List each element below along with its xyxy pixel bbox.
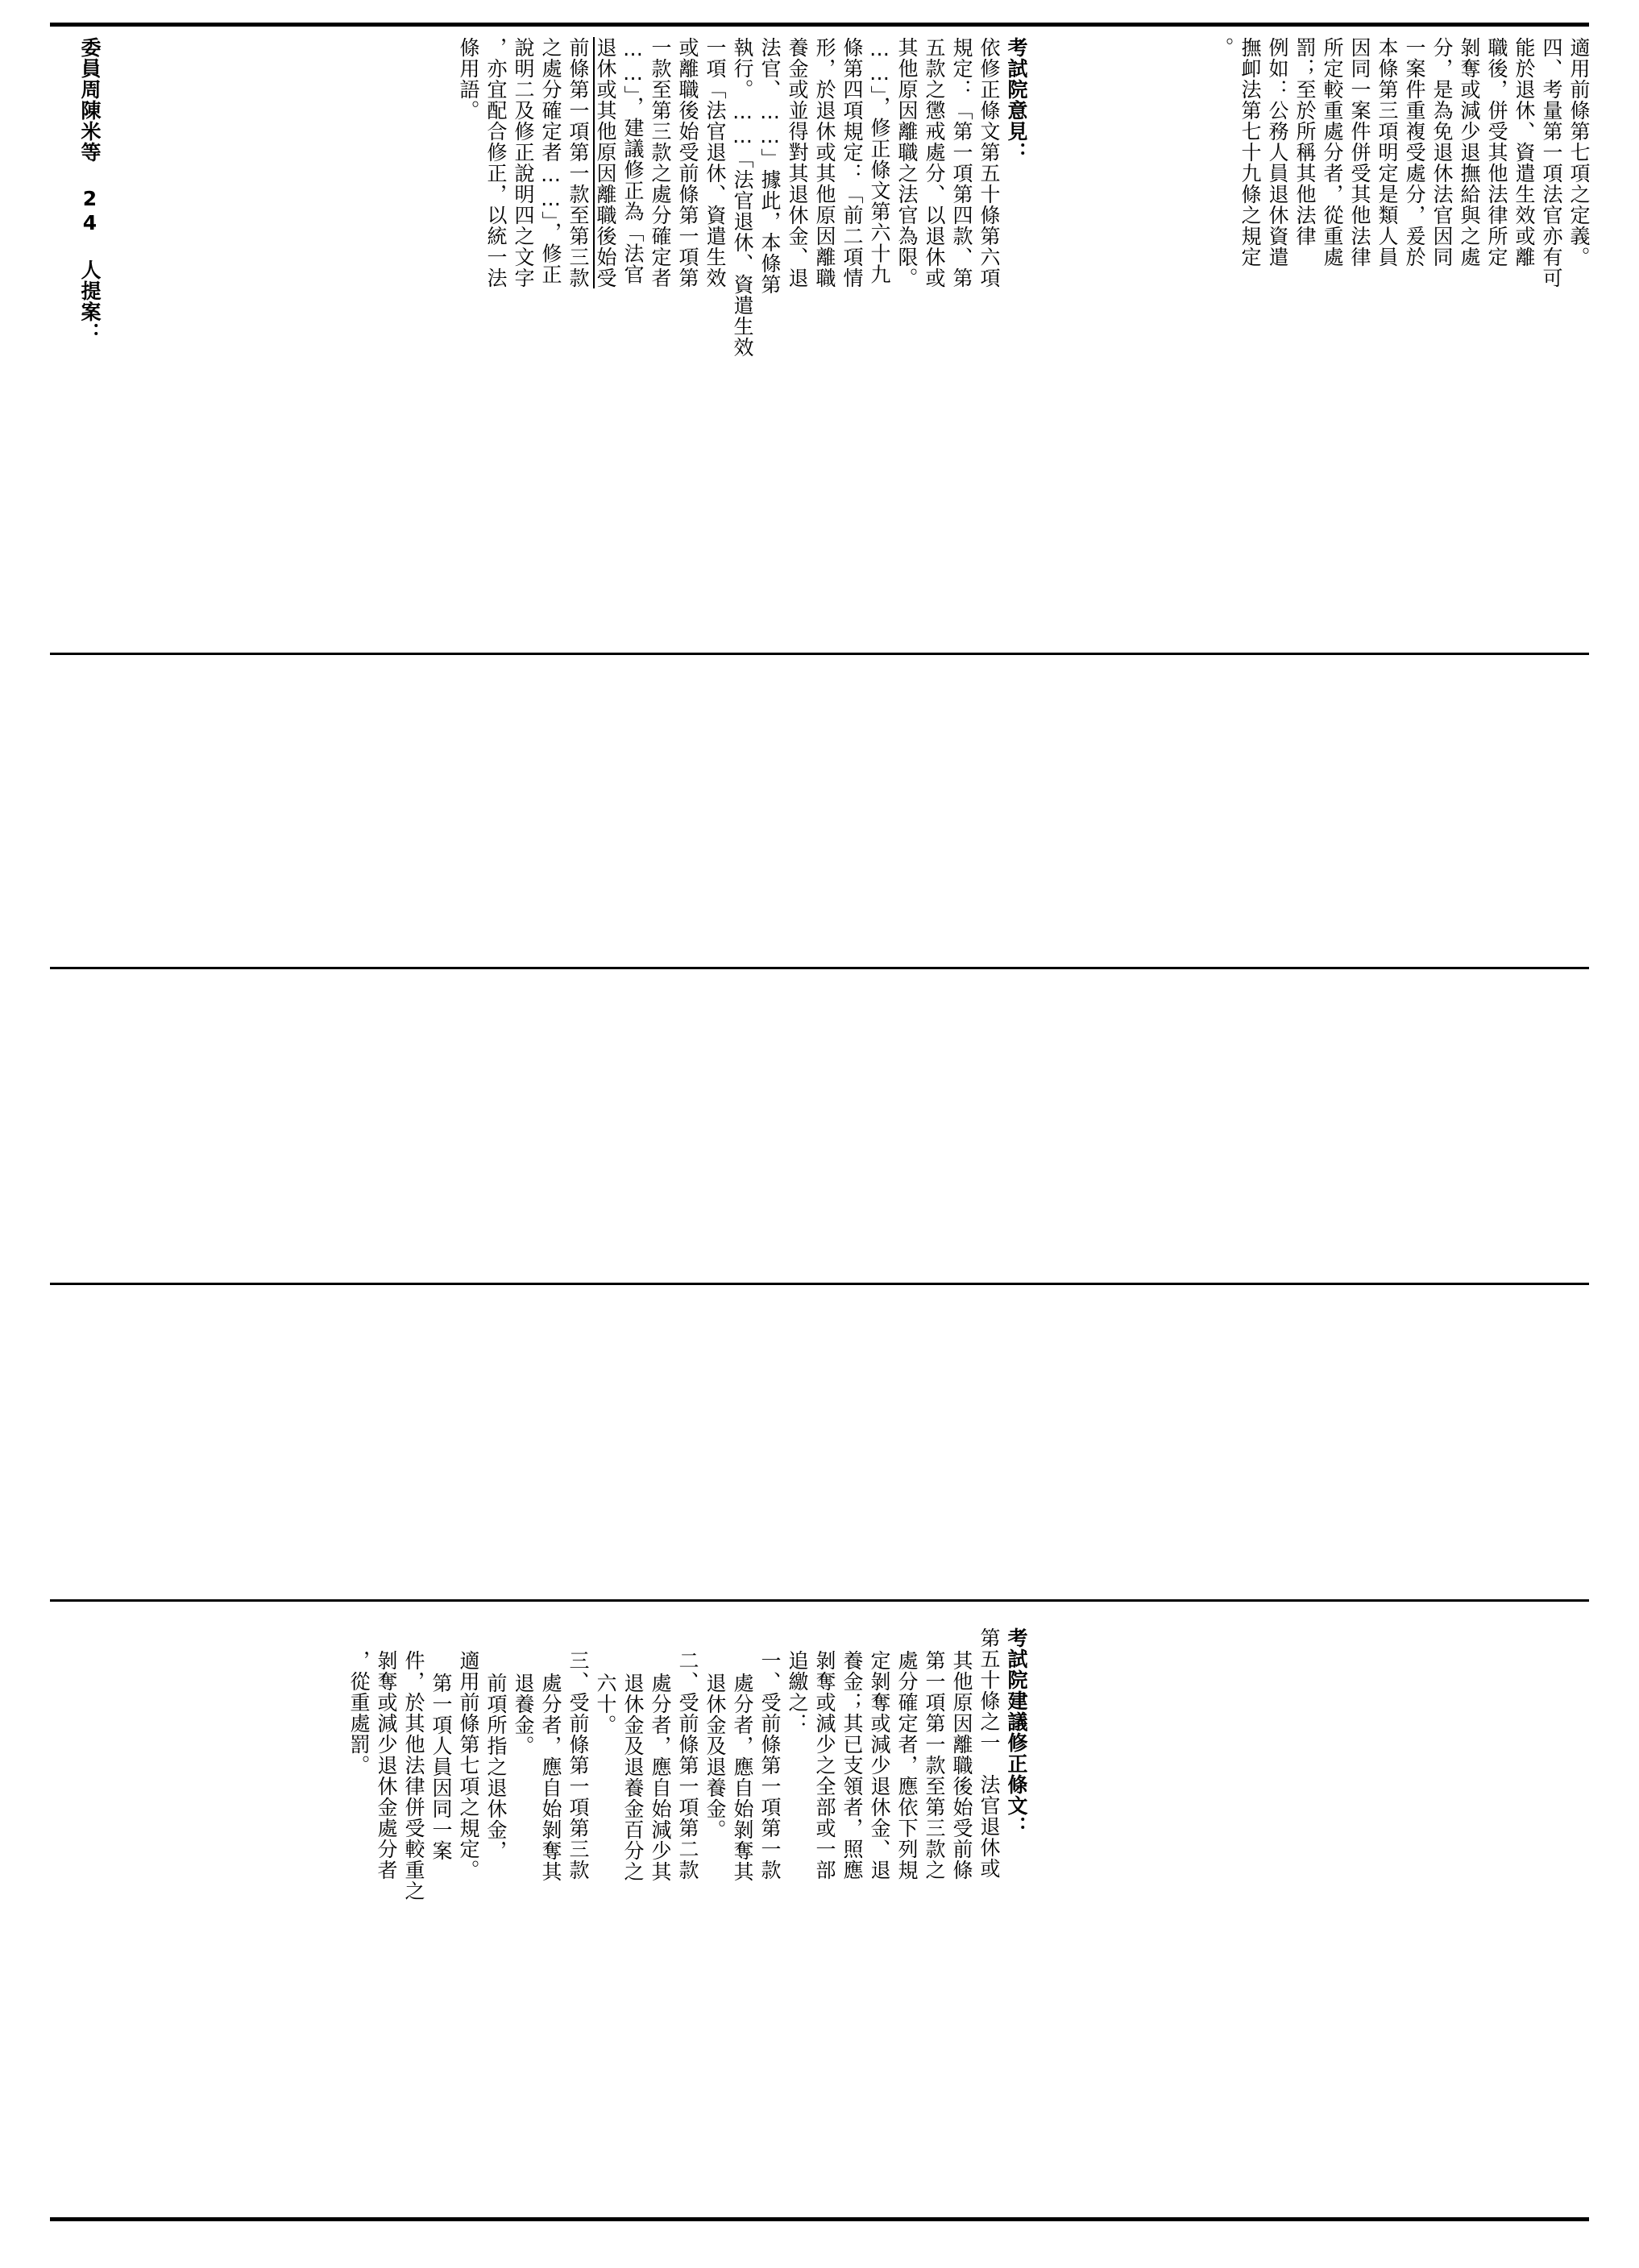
suggested-line: 第一項第一款至第三款之: [923, 1650, 946, 1880]
table-rule-top: [50, 23, 1589, 27]
exam-yuan-opinion-block: [451, 37, 1027, 358]
review-line: 。: [1211, 37, 1234, 58]
review-opinion-continuation: [1205, 37, 1589, 288]
suggested-line: 退休金及退養金。: [703, 1673, 727, 1840]
exam-yuan-opinion-line: 執行。……「法官退休、資遣生效: [731, 37, 754, 358]
review-line: 分，是為免退休法官因同: [1430, 37, 1454, 267]
suggested-line: 六十。: [594, 1673, 617, 1735]
suggested-line: 處分者，應自始減少其: [649, 1673, 672, 1882]
suggested-line: 養金；其已支領者，照應: [840, 1650, 864, 1880]
suggested-line: 適用前條第七項之規定。: [457, 1650, 480, 1880]
exam-yuan-suggested-text-block: [342, 1627, 1027, 1901]
suggested-line: 處分者，應自始剝奪其: [539, 1673, 562, 1882]
exam-yuan-opinion-line: 依修正條文第五十條第六項: [977, 37, 1001, 288]
suggested-line: ，從重處罰。: [347, 1650, 371, 1776]
review-line: 剝奪或減少退撫給與之處: [1458, 37, 1481, 267]
exam-yuan-opinion-heading: 考試院意見：: [1005, 37, 1028, 163]
suggested-line: 件，於其他法律併受較重之: [402, 1650, 425, 1901]
review-line: 能於退休、資遣生效或離: [1512, 37, 1536, 267]
review-line: 例如：公務人員退休資遣: [1266, 37, 1289, 267]
suggested-line: 其他原因離職後始受前條: [950, 1650, 973, 1880]
suggested-line: 二、受前條第一項第二款: [676, 1650, 699, 1880]
table-rule-2: [50, 967, 1589, 969]
exam-yuan-opinion-line: 規定：「第一項第四款、第: [950, 37, 973, 288]
exam-yuan-opinion-line: 條第四項規定：「前二項情: [840, 37, 864, 288]
exam-yuan-opinion-line: 或離職後始受前條第一項第: [676, 37, 699, 288]
exam-yuan-opinion-line: 五款之懲戒處分、以退休或: [923, 37, 946, 288]
suggested-line: 追繳之：: [786, 1650, 809, 1734]
exam-yuan-opinion-line: ，亦宜配合修正，以統一法: [484, 37, 508, 288]
table-rule-4: [50, 1599, 1589, 1602]
review-line: 因同一案件併受其他法律: [1348, 37, 1371, 267]
exam-yuan-opinion-line: 之處分確定者……」，修正: [539, 37, 562, 285]
suggested-line: 前項所指之退休金，: [484, 1673, 508, 1861]
suggested-line: 第一項人員因同一案: [429, 1673, 453, 1861]
committee-proposal-block: [73, 37, 100, 343]
exam-yuan-opinion-line: 其他原因離職之法官為限。: [895, 37, 919, 288]
exam-yuan-opinion-line: 形，於退休或其他原因離職: [813, 37, 836, 288]
review-line: 撫卹法第七十九條之規定: [1239, 37, 1262, 267]
committee-proposal-heading: 委員周陳米等 24 人提案：: [78, 37, 102, 343]
suggested-line: 三、受前條第一項第三款: [566, 1650, 590, 1880]
exam-yuan-opinion-line: 一項「法官退休、資遣生效: [703, 37, 727, 288]
suggested-line: 剝奪或減少退休金處分者: [375, 1650, 398, 1880]
suggested-line: 處分確定者，應依下列規: [895, 1650, 919, 1880]
table-rule-1: [50, 653, 1589, 655]
review-line: 四、考量第一項法官亦有可: [1540, 37, 1563, 288]
exam-yuan-opinion-line: ……」，建議修正為「法官: [621, 37, 645, 285]
exam-yuan-opinion-line: 說明二及修正說明四之文字: [512, 37, 535, 288]
review-line: 適用前條第七項之定義。: [1567, 37, 1591, 267]
exam-yuan-opinion-line: 前條第一項第一款至第三款: [566, 37, 590, 288]
exam-yuan-suggested-heading: 考試院建議修正條文：: [1005, 1627, 1028, 1837]
suggested-line: 一、受前條第一項第一款: [758, 1650, 782, 1880]
exam-yuan-opinion-line: ……」，修正條文第六十九: [868, 37, 891, 285]
review-line: 一案件重複受處分，爰於: [1403, 37, 1426, 267]
table-rule-bottom: [50, 2217, 1589, 2221]
exam-yuan-opinion-line: 條用語。: [457, 37, 480, 121]
exam-yuan-opinion-line: 法官、……」據此，本條第: [758, 37, 782, 295]
exam-yuan-opinion-line: 一款至第三款之處分確定者: [649, 37, 672, 288]
review-line: 所定較重處分者，從重處: [1321, 37, 1344, 267]
exam-yuan-opinion-line-emphasis: 退休或其他原因離職後始受: [594, 37, 617, 288]
review-line: 職後，併受其他法律所定: [1485, 37, 1508, 267]
exam-yuan-opinion-line: 養金或並得對其退休金、退: [786, 37, 809, 288]
review-line: 本條第三項明定是類人員: [1376, 37, 1399, 267]
suggested-line: 第五十條之一 法官退休或: [977, 1627, 1001, 1879]
suggested-line: 退休金及退養金百分之: [621, 1673, 645, 1882]
suggested-line: 處分者，應自始剝奪其: [731, 1673, 754, 1882]
suggested-line: 剝奪或減少之全部或一部: [813, 1650, 836, 1880]
suggested-line: 定剝奪或減少退休金、退: [868, 1650, 891, 1880]
suggested-line: 退養金。: [512, 1673, 535, 1756]
review-line: 罰；至於所稱其他法律: [1293, 37, 1317, 247]
table-rule-3: [50, 1283, 1589, 1285]
